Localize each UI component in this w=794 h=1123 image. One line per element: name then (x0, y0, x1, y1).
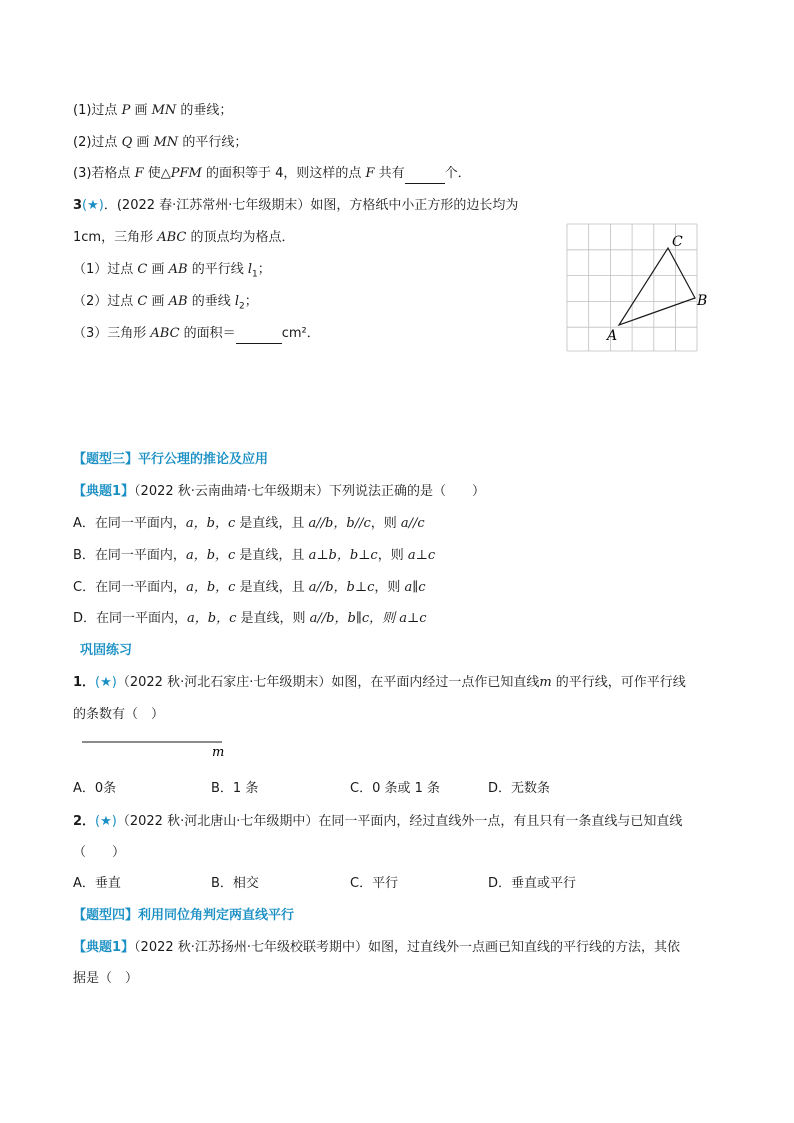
type4-example-line-2: 据是（ ） (73, 971, 139, 986)
sub-question-1: (1)过点 P 画 MN 的垂线； (73, 103, 233, 118)
sub-question-2: (2)过点 Q 画 MN 的平行线； (73, 135, 248, 150)
question-3-line-1: 3(★)．(2022 春·江苏常州·七年级期末）如图，方格纸中小正方形的边长均为 (73, 198, 519, 213)
practice-1-option-b[interactable]: B．1 条 (211, 781, 259, 796)
vertex-label-a: A (607, 328, 618, 344)
practice-2-line-1: 2．(★)（2022 秋·河北唐山·七年级期中）在同一平面内，经过直线外一点，有且只有一条直线与已知直线 (73, 814, 683, 829)
grid-triangle-figure (565, 222, 708, 354)
practice-1-option-c[interactable]: C．0 条或 1 条 (350, 781, 441, 796)
triangle-abc (619, 248, 695, 325)
star-icon: (★) (95, 814, 117, 829)
question-3-part-2: （2）过点 C 画 AB 的垂线 $l_2$； (73, 294, 258, 312)
practice-2-option-d[interactable]: D．垂直或平行 (488, 876, 577, 891)
type4-example-line-1: 【典题1】（2022 秋·江苏扬州·七年级校联考期中）如图，过直线外一点画已知直线的平行线的方法，其依 (73, 940, 681, 955)
question-3-line-2: 1cm，三角形 ABC 的顶点均为格点． (73, 230, 295, 245)
practice-1-line-1: 1．(★)（2022 秋·河北石家庄·七年级期末）如图，在平面内经过一点作已知直线m 的平行线，可作平行线 (73, 675, 686, 690)
example-question: 【典题1】（2022 秋·云南曲靖·七年级期末）下列说法正确的是（ ） (73, 484, 486, 499)
practice-2-option-a[interactable]: A．垂直 (73, 876, 121, 891)
option-a[interactable]: A．在同一平面内，a，b，c 是直线，且 a//b，b//c，则 a//c (73, 516, 425, 531)
answer-blank[interactable] (405, 169, 445, 184)
section-heading-type-4: 【题型四】利用同位角判定两直线平行 (73, 908, 295, 923)
vertex-label-b: B (697, 293, 708, 309)
line-m-figure (80, 736, 240, 760)
practice-2-option-b[interactable]: B．相交 (211, 876, 259, 891)
practice-2-line-2: （ ） (73, 845, 126, 860)
star-icon: (★) (95, 675, 117, 690)
star-icon: (★) (82, 198, 104, 213)
section-heading-type-3: 【题型三】平行公理的推论及应用 (73, 452, 269, 467)
area-answer-blank[interactable] (236, 329, 282, 344)
option-c[interactable]: C．在同一平面内，a，b，c 是直线，且 a//b，b⊥c，则 a∥c (73, 580, 426, 595)
option-d[interactable]: D．在同一平面内，a，b，c 是直线，则 a//b，b∥c，则 a⊥c (73, 611, 427, 626)
question-3-part-3: （3）三角形 ABC 的面积＝ cm²． (73, 324, 320, 344)
sub-question-3: (3)若格点 F 使△PFM 的面积等于 4，则这样的点 F 共有 个． (73, 164, 471, 184)
practice-1-line-2: 的条数有（ ） (73, 707, 165, 722)
practice-heading: 巩固练习 (80, 643, 133, 658)
option-b[interactable]: B．在同一平面内，a，b，c 是直线，且 a⊥b，b⊥c，则 a⊥c (73, 548, 436, 563)
practice-2-option-c[interactable]: C．平行 (350, 876, 399, 891)
question-3-part-1: （1）过点 C 画 AB 的平行线 $l_1$； (73, 262, 271, 280)
practice-1-option-a[interactable]: A．0条 (73, 781, 117, 796)
vertex-label-c: C (672, 234, 683, 250)
practice-1-option-d[interactable]: D．无数条 (488, 781, 551, 796)
line-m-label: m (212, 745, 225, 760)
